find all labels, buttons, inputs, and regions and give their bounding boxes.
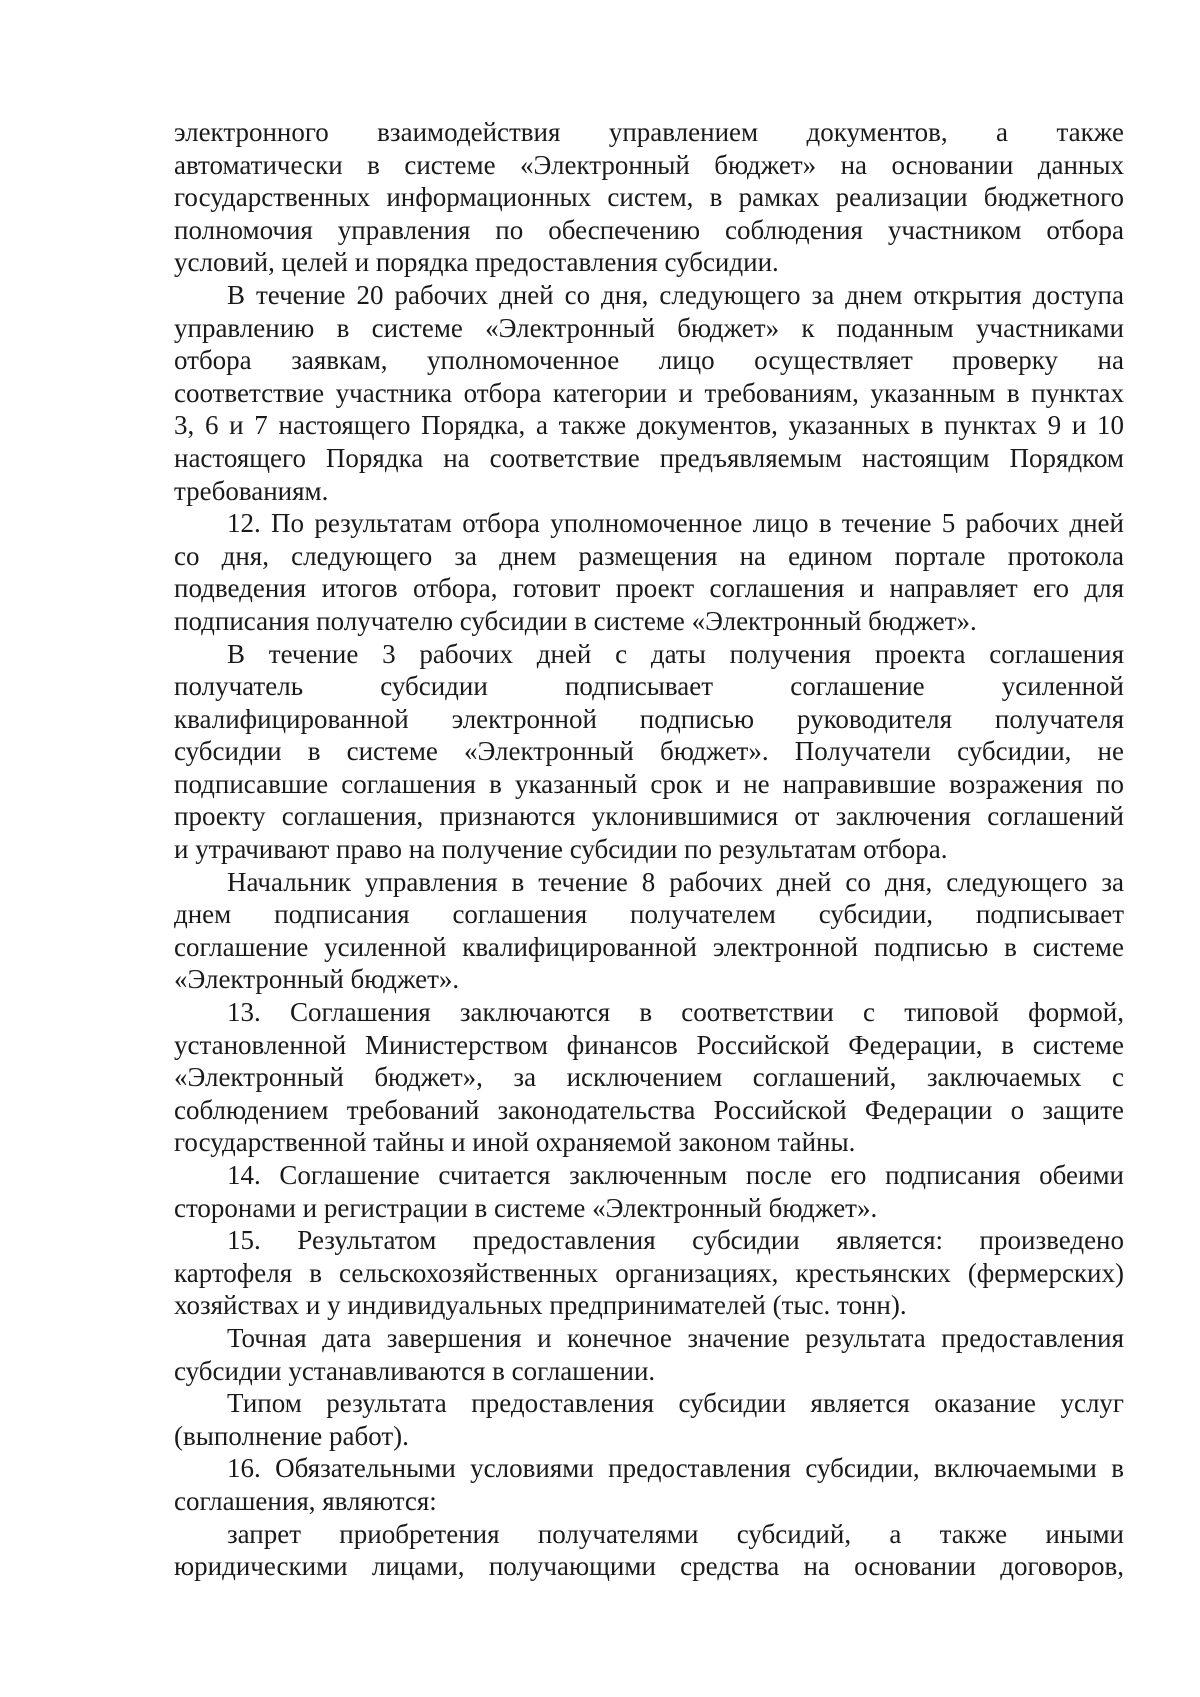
text-line: подведения итогов отбора, готовит проект соглашения и направляет его для: [174, 573, 1124, 604]
document-body: [174, 116, 1124, 1583]
text-line: подписания получателю субсидии в системе «Электронный бюджет».: [174, 605, 977, 636]
text-line: В течение 3 рабочих дней с даты получения проекта соглашения: [227, 638, 1124, 669]
text-line: В течение 20 рабочих дней со дня, следующего за днем открытия доступа: [227, 279, 1124, 310]
text-line: подписавшие соглашения в указанный срок и не направившие возражения по: [174, 768, 1124, 799]
text-line: сторонами и регистрации в системе «Электронный бюджет».: [174, 1192, 878, 1223]
paragraph: [174, 1224, 1124, 1322]
paragraph: [174, 507, 1124, 637]
text-line: получатель субсидии подписывает соглашение усиленной: [174, 671, 1124, 702]
text-line: со дня, следующего за днем размещения на едином портале протокола: [174, 540, 1124, 571]
text-line: квалифицированной электронной подписью руководителя получателя: [174, 703, 1124, 734]
text-line: Точная дата завершения и конечное значение результата предоставления: [227, 1322, 1124, 1353]
text-line: днем подписания соглашения получателем субсидии, подписывает: [174, 899, 1124, 930]
text-line: отбора заявкам, уполномоченное лицо осуществляет проверку на: [174, 345, 1124, 376]
text-line: 13. Соглашения заключаются в соответствии с типовой формой,: [227, 997, 1124, 1028]
text-line: настоящего Порядка на соответствие предъявляемым настоящим Порядком: [174, 442, 1124, 473]
text-line: полномочия управления по обеспечению соблюдения участником отбора: [174, 214, 1124, 245]
text-line: хозяйствах и у индивидуальных предпринимателей (тыс. тонн).: [174, 1290, 907, 1321]
paragraph: [174, 638, 1124, 866]
text-line: 12. По результатам отбора уполномоченное лицо в течение 5 рабочих дней: [227, 508, 1124, 539]
text-line: соблюдением требований законодательства Российской Федерации о защите: [174, 1094, 1124, 1125]
paragraph: [174, 1518, 1124, 1583]
text-line: 15. Результатом предоставления субсидии является: произведено: [227, 1225, 1124, 1256]
text-line: государственной тайны и иной охраняемой законом тайны.: [174, 1127, 856, 1158]
paragraph: [174, 1387, 1124, 1452]
text-line: соглашения, являются:: [174, 1485, 437, 1516]
text-line: государственных информационных систем, в рамках реализации бюджетного: [174, 182, 1124, 213]
text-line: «Электронный бюджет», за исключением соглашений, заключаемых с: [174, 1062, 1124, 1093]
text-line: проекту соглашения, признаются уклонившимися от заключения соглашений: [174, 801, 1124, 832]
text-line: и утрачивают право на получение субсидии по результатам отбора.: [174, 834, 948, 865]
text-line: управлению в системе «Электронный бюджет» к поданным участниками: [174, 312, 1124, 343]
paragraph: [174, 1159, 1124, 1224]
text-line: 3, 6 и 7 настоящего Порядка, а также документов, указанных в пунктах 9 и 10: [174, 410, 1124, 441]
text-line: Типом результата предоставления субсидии является оказание услуг: [227, 1388, 1124, 1419]
text-line: условий, целей и порядка предоставления субсидии.: [174, 247, 779, 278]
text-line: картофеля в сельскохозяйственных организациях, крестьянских (фермерских): [174, 1257, 1124, 1288]
text-line: юридическими лицами, получающими средства на основании договоров,: [174, 1551, 1124, 1582]
paragraph: [174, 996, 1124, 1159]
text-line: Начальник управления в течение 8 рабочих дней со дня, следующего за: [227, 866, 1124, 897]
text-line: 14. Соглашение считается заключенным после его подписания обеими: [227, 1160, 1124, 1190]
text-line: (выполнение работ).: [174, 1420, 409, 1451]
text-line: 16. Обязательными условиями предоставления субсидии, включаемыми в: [227, 1453, 1124, 1484]
paragraph: [174, 866, 1124, 996]
text-line: установленной Министерством финансов Российской Федерации, в системе: [174, 1029, 1124, 1060]
text-line: субсидии в системе «Электронный бюджет». Получатели субсидии, не: [174, 736, 1124, 767]
paragraph: [174, 116, 1124, 279]
text-line: соглашение усиленной квалифицированной электронной подписью в системе: [174, 931, 1124, 962]
paragraph: [174, 1452, 1124, 1517]
text-line: автоматически в системе «Электронный бюджет» на основании данных: [174, 149, 1124, 180]
text-line: электронного взаимодействия управлением документов, а также: [174, 117, 1124, 147]
text-line: требованиям.: [174, 475, 329, 506]
text-line: субсидии устанавливаются в соглашении.: [174, 1355, 656, 1386]
text-line: запрет приобретения получателями субсидий, а также иными: [227, 1518, 1124, 1549]
text-line: соответствие участника отбора категории и требованиям, указанным в пунктах: [174, 377, 1124, 408]
paragraph: [174, 279, 1124, 507]
paragraph: [174, 1322, 1124, 1387]
text-line: «Электронный бюджет».: [174, 964, 460, 995]
